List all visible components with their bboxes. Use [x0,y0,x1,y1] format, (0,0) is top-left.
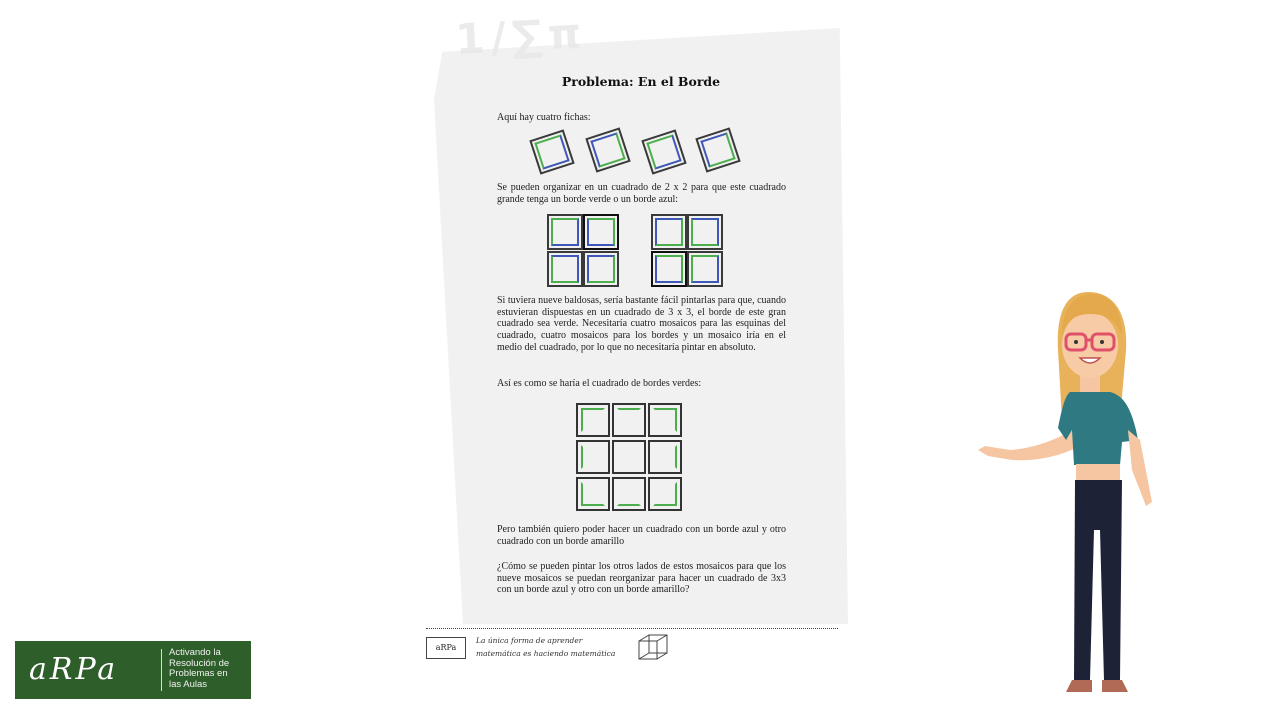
tile [648,440,682,474]
presenter-character-illustration [970,280,1190,705]
tagline-line: Activando la [169,647,221,658]
tile [687,251,723,287]
cube-icon [636,632,672,664]
tile [576,477,610,511]
tile [612,440,646,474]
footer-slogan-line: La única forma de aprender [476,636,583,645]
logo-divider [161,649,162,691]
tile [651,251,687,287]
paragraph-2x2: Se pueden organizar en un cuadrado de 2 x 2 para que este cuadrado grande tenga un borde verde o un borde azul: [497,182,786,205]
arpa-tagline [169,648,249,690]
footer-logo: aRPa [426,637,466,659]
intro-text: Aquí hay cuatro fichas: [497,112,591,123]
paragraph-blue-yellow: Pero también quiero poder hacer un cuadrado con un borde azul y otro cuadrado con un borde amarillo [497,524,786,547]
tile [648,477,682,511]
tile [612,403,646,437]
arpa-wordmark: aRPa [29,652,119,687]
tile [651,214,687,250]
tile [547,251,583,287]
sheet-watermark-decoration: 1/∑π [454,8,589,65]
footer-divider [426,628,838,629]
tagline-line: Problemas en [169,668,228,679]
tile [648,403,682,437]
paragraph-nine-tiles: Si tuviera nueve baldosas, sería bastante fácil pintarlas para que, cuando estuvieran dispuestas en un cuadrado de 3 x 3, el borde de este gran cuadrado sea verde. Necesitaría cuatro mosaicos para las esquinas del cuadrado, cuatro mosaicos para los bordes y un mosaico iría en el medio del cuadrado, por lo que no necesitaría pintar en absoluto. [497,295,786,353]
paragraph-question: ¿Cómo se pueden pintar los otros lados de estos mosaicos para que los nueve mosaicos se puedan reorganizar para hacer un cuadrado de 3x3 con un borde azul y otro con un borde amarillo? [497,561,786,596]
problem-title: Problema: En el Borde [561,74,721,89]
tile [576,403,610,437]
footer-slogan-line: matemática es haciendo matemática [476,649,616,658]
paragraph-green-square: Así es como se haría el cuadrado de bordes verdes: [497,378,702,389]
tile [612,477,646,511]
tile [687,214,723,250]
tile [583,214,619,250]
tile [576,440,610,474]
tagline-line: Resolución de [169,657,230,669]
footer-slogan [476,634,636,660]
tile [547,214,583,250]
tagline-line: las Aulas [169,678,208,690]
tile [583,251,619,287]
arpa-logo [15,641,251,699]
